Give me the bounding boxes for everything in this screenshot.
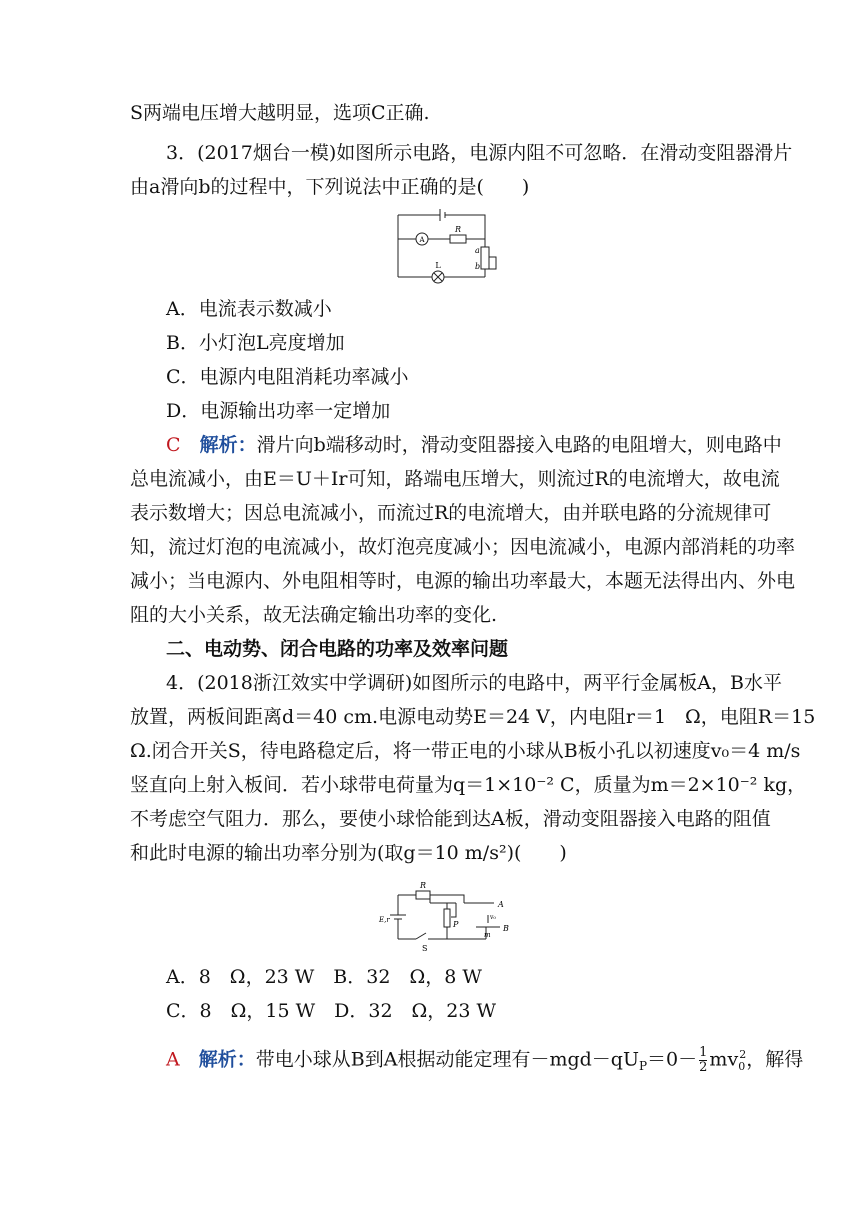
- answer-text-mid: ＝0－: [647, 1048, 698, 1071]
- answer-letter: A: [166, 1048, 180, 1071]
- question-4-line-4: 竖直向上射入板间．若小球带电荷量为q＝1×10⁻² C，质量为m＝2×10⁻² kg，: [130, 774, 807, 796]
- option-c: C．电源内电阻消耗功率减小: [166, 366, 409, 388]
- answer-text: 滑片向b端移动时，滑动变阻器接入电路的电阻增大，则电路中: [256, 434, 782, 456]
- answer-text-tail: mv: [709, 1048, 739, 1071]
- lamp-label: L: [435, 261, 441, 270]
- answer-1-line-6: 阻的大小关系，故无法确定输出功率的变化.: [130, 604, 498, 626]
- answer-label: 解析：: [199, 434, 257, 456]
- subscript-0: 0: [738, 1060, 746, 1074]
- subscript-p: P: [638, 1059, 648, 1074]
- fig2-B-label: B: [503, 924, 509, 933]
- resistor-label: R: [454, 225, 462, 234]
- fig2-A-label: A: [498, 900, 504, 909]
- slider-b-label: b: [475, 262, 481, 271]
- fraction-numerator: 1: [699, 1044, 708, 1060]
- circuit-diagram-1: [388, 205, 508, 290]
- option-d: D．电源输出功率一定增加: [166, 400, 391, 422]
- answer-1-line-5: 减小；当电源内、外电阻相等时，电源的输出功率最大，本题无法得出内、外电: [130, 570, 796, 592]
- option-a: A．电流表示数减小: [166, 298, 332, 320]
- ammeter-label: A: [419, 236, 425, 244]
- option-b: B．小灯泡L亮度增加: [166, 332, 345, 354]
- fig2-Er-label: E,r: [379, 916, 390, 924]
- text-line: S两端电压增大越明显，选项C正确.: [130, 102, 430, 124]
- answer-1-line-2: 总电流减小，由E＝U＋Ir可知，路端电压增大，则流过R的电流增大，故电流: [130, 468, 780, 490]
- superscript-2: 2: [739, 1048, 747, 1061]
- question-4-line-3: Ω.闭合开关S，待电路稳定后，将一带正电的小球从B板小孔以初速度v₀＝4 m/s: [130, 740, 801, 762]
- circuit-diagram-2: [376, 877, 516, 955]
- slider-a-label: a: [475, 246, 480, 255]
- answer-1-line-3: 表示数增大；因总电流减小，而流过R的电流增大，由并联电路的分流规律可: [130, 502, 772, 524]
- question-4-options-cd: C．8 Ω，15 W D．32 Ω，23 W: [166, 1000, 497, 1022]
- fig2-P-label: P: [453, 920, 459, 929]
- answer-2-line-1: [166, 1042, 803, 1080]
- answer-1-line-1: [166, 432, 782, 458]
- answer-text-end: ，解得: [746, 1048, 804, 1071]
- question-4-line-6: 和此时电源的输出功率分别为(取g＝10 m/s²)( ): [130, 842, 567, 864]
- fraction: [699, 1046, 707, 1075]
- fig2-R-label: R: [419, 881, 427, 890]
- section-title: 二、电动势、闭合电路的功率及效率问题: [166, 638, 509, 660]
- fraction-denominator: 2: [699, 1059, 708, 1075]
- question-3-line-1: 3．(2017烟台一模)如图所示电路，电源内阻不可忽略．在滑动变阻器滑片: [166, 142, 793, 164]
- question-4-options-ab: A．8 Ω，23 W B．32 Ω，8 W: [166, 966, 482, 988]
- answer-text: 带电小球从B到A根据动能定理有－mgd－qU: [255, 1048, 639, 1071]
- question-4-line-2: 放置，两板间距离d＝40 cm.电源电动势E＝24 V，内电阻r＝1 Ω，电阻R＝15: [130, 706, 816, 728]
- question-4-line-5: 不考虑空气阻力．那么，要使小球恰能到达A板，滑动变阻器接入电路的阻值: [130, 808, 771, 830]
- answer-1-line-4: 知，流过灯泡的电流减小，故灯泡亮度减小；因电流减小，电源内部消耗的功率: [130, 536, 796, 558]
- question-3-line-2: 由a滑向b的过程中，下列说法中正确的是( ): [130, 176, 530, 198]
- question-4-line-1: 4．(2018浙江效实中学调研)如图所示的电路中，两平行金属板A，B水平: [166, 672, 782, 694]
- fig2-S-label: S: [422, 944, 428, 953]
- fig2-v0-label: v₀: [490, 914, 496, 921]
- answer-label: 解析：: [198, 1048, 256, 1071]
- fig2-m-label: m: [484, 931, 491, 939]
- answer-letter: C: [166, 434, 181, 456]
